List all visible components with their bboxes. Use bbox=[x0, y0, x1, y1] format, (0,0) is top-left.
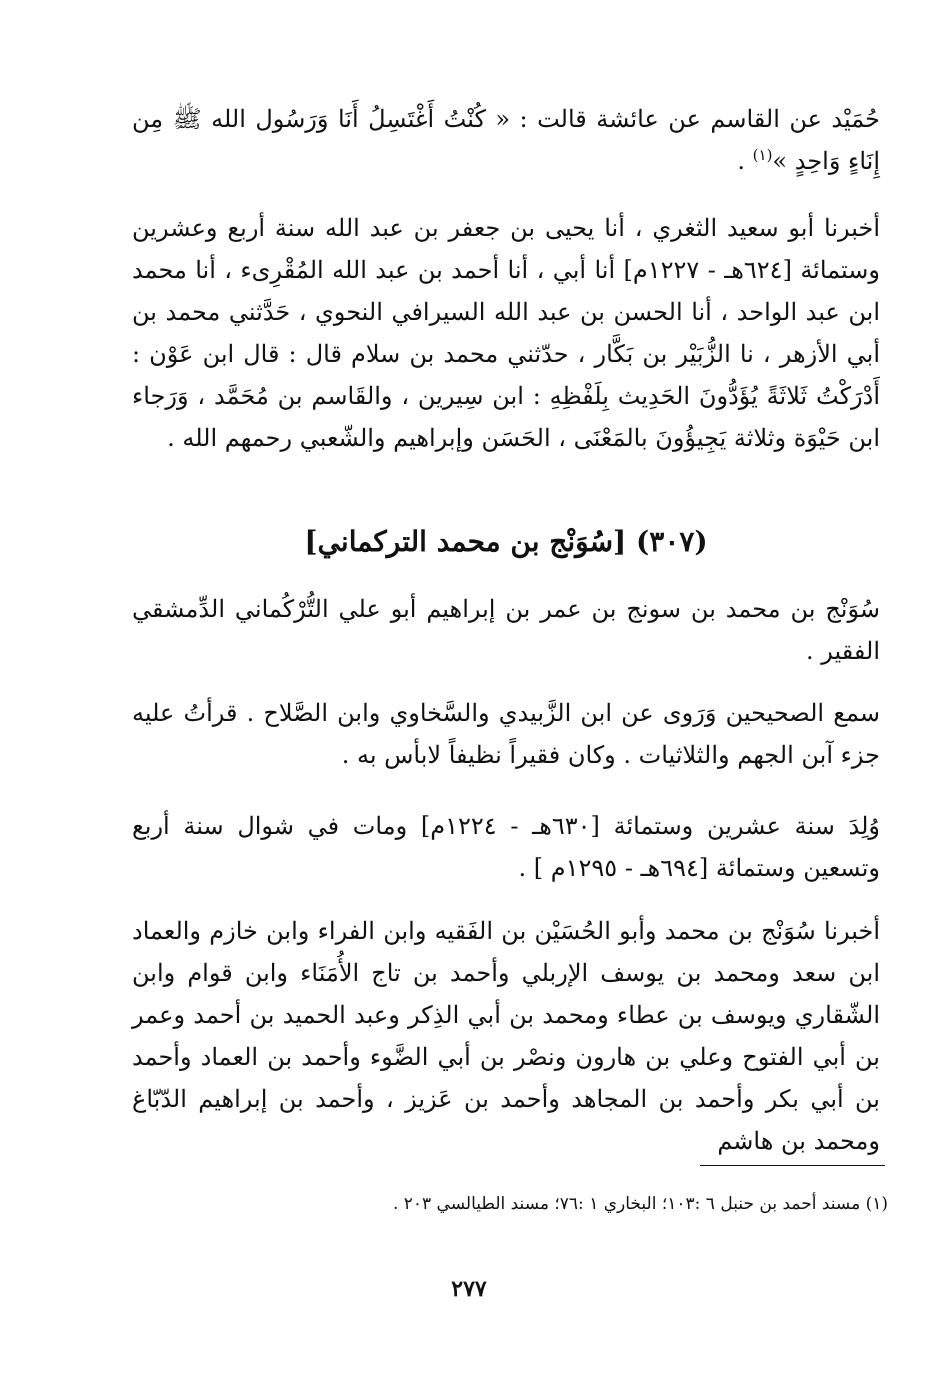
entry-heading bbox=[132, 520, 880, 564]
paragraph-text: سمع الصحيحين وَرَوى عن ابن الزَّبيدي والسَّخاوي وابن الصَّلاح . قرأتُ عليه جزء آبن الجهم والثلاثيات . وكان فقيراً نظيفاً لابأس به . bbox=[132, 699, 880, 769]
footnote-reference: (١) bbox=[752, 146, 773, 164]
paragraph-text: أخبرنا سُوَنْج بن محمد وأبو الحُسَيْن بن الفَقيه وابن الفراء وابن خازم والعماد ابن سعد ومحمد بن يوسف الإربلي وأحمد بن تاج الأُمَنَاء وابن قوام وابن الشّقاري ويوسف بن عطاء ومحمد بن أبي الذِكر وعبد الحميد بن أحمد وعمر بن أبي الفتوح وعلي بن هارون ونصْر بن أبي الضَّوء وأحمد بن العماد وأحمد بن أبي بكر وأحمد بن المجاهد وأحمد بن عَزيز ، وأحمد بن إبراهيم الدّبّاغ ومحمد بن هاشم bbox=[132, 917, 880, 1155]
paragraph-tail: . bbox=[737, 147, 753, 175]
paragraph-isnad bbox=[132, 207, 880, 459]
paragraph-text: حُمَيْد عن القاسم عن عائشة قالت : « كُنْتُ أَغْتَسِلُ أَنَا وَرَسُول الله ﷺ مِن إِنَاءٍ وَاحِدٍ » bbox=[132, 105, 880, 175]
paragraph-narrators bbox=[132, 910, 880, 1162]
paragraph-biography-study bbox=[132, 692, 880, 776]
page-number bbox=[0, 1276, 938, 1302]
paragraph-text: وُلِدَ سنة عشرين وستمائة [٦٣٠هـ - ١٢٢٤م] ومات في شوال سنة أربع وتسعين وستمائة [٦٩٤هـ - ١٢٩٥م ] . bbox=[132, 812, 880, 882]
paragraph-biography-name bbox=[132, 588, 880, 672]
paragraph-hadith-aisha bbox=[132, 98, 880, 182]
entry-heading-text: (٣٠٧) [سُوَنْج بن محمد التركماني] bbox=[304, 525, 708, 558]
footnote bbox=[132, 1190, 888, 1218]
footnote-divider bbox=[700, 1165, 885, 1166]
footnote-text: (١) مسند أحمد بن حنبل ٦ :١٠٣؛ البخاري ١ :٧٦؛ مسند الطيالسي ٢٠٣ . bbox=[392, 1194, 888, 1214]
page-number-text: ٢٧٧ bbox=[451, 1276, 487, 1302]
paragraph-text: سُوَنْج بن محمد بن سونج بن عمر بن إبراهيم أبو علي التُّرْكُماني الدِّمشقي الفقير . bbox=[132, 595, 880, 665]
paragraph-biography-dates bbox=[132, 805, 880, 889]
paragraph-text: أخبرنا أبو سعيد الثغري ، أنا يحيى بن جعفر بن عبد الله سنة أربع وعشرين وستمائة [٦٢٤هـ - ١٢٢٧م] أنا أبي ، أنا أحمد بن عبد الله المُقْرِىء ، أنا محمد ابن عبد الواحد ، أنا الحسن بن عبد الله السيرافي النحوي ، حَدَّثني محمد بن أبي الأزهر ، نا الزُّبَيْر بن بَكَّار ، حدّثني محمد بن سلام قال : قال ابن عَوْن : أَدْرَكْتُ ثَلاثَةً يُؤَدُّونَ الحَدِيث بِلَفْظِهِ : ابن سِيرين ، والقَاسم بن مُحَمَّد ، وَرَجاء ابن حَيْوَة وثلاثة يَجِيؤُونَ بالمَعْنَى ، الحَسَن وإبراهيم والشّعبي رحمهم الله . bbox=[132, 214, 880, 452]
